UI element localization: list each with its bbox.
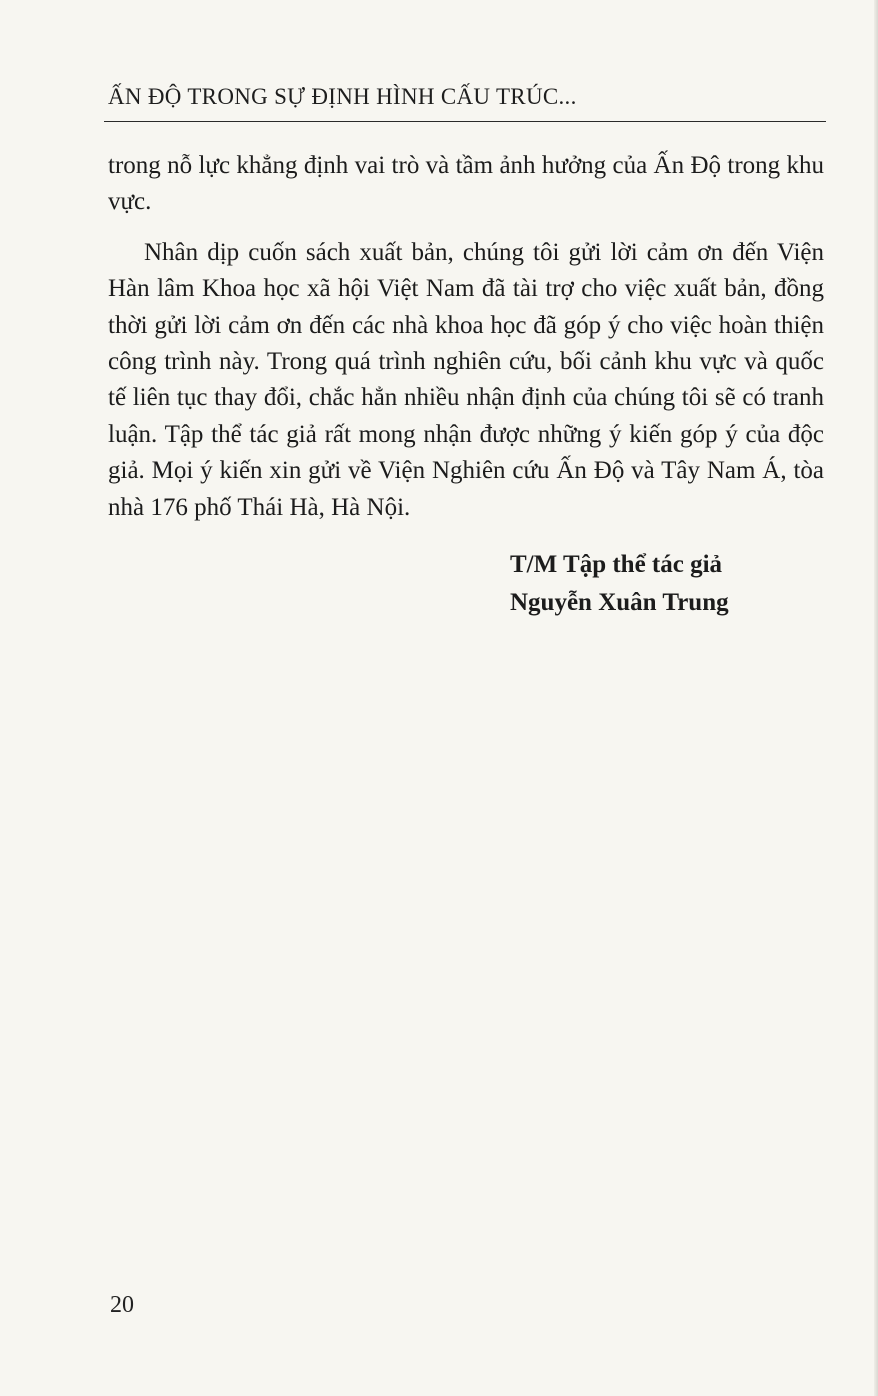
signature-block <box>510 546 729 622</box>
running-header-title: ẤN ĐỘ TRONG SỰ ĐỊNH HÌNH CẤU TRÚC... <box>108 84 577 109</box>
signature-on-behalf: T/M Tập thể tác giả <box>510 551 723 578</box>
paragraph-continuation: trong nỗ lực khẳng định vai trò và tầm ảnh hưởng của Ấn Độ trong khu vực. <box>108 152 824 216</box>
header-rule-divider <box>104 121 826 122</box>
page-number: 20 <box>110 1292 134 1318</box>
page-edge-shadow <box>874 0 878 1396</box>
body-text <box>108 148 824 526</box>
paragraph-acknowledgement: Nhân dịp cuốn sách xuất bản, chúng tôi gửi lời cảm ơn đến Viện Hàn lâm Khoa học xã hội Việt Nam đã tài trợ cho việc xuất bản, đồng thời gửi lời cảm ơn đến các nhà khoa học đã góp ý cho việc hoàn thiện công trình này. Trong quá trình nghiên cứu, bối cảnh khu vực và quốc tế liên tục thay đổi, chắc hẳn nhiều nhận định của chúng tôi sẽ có tranh luận. Tập thể tác giả rất mong nhận được những ý kiến góp ý của độc giả. Mọi ý kiến xin gửi về Viện Nghiên cứu Ấn Độ và Tây Nam Á, tòa nhà 176 phố Thái Hà, Hà Nội. <box>108 238 824 521</box>
signature-author-name: Nguyễn Xuân Trung <box>510 589 729 616</box>
